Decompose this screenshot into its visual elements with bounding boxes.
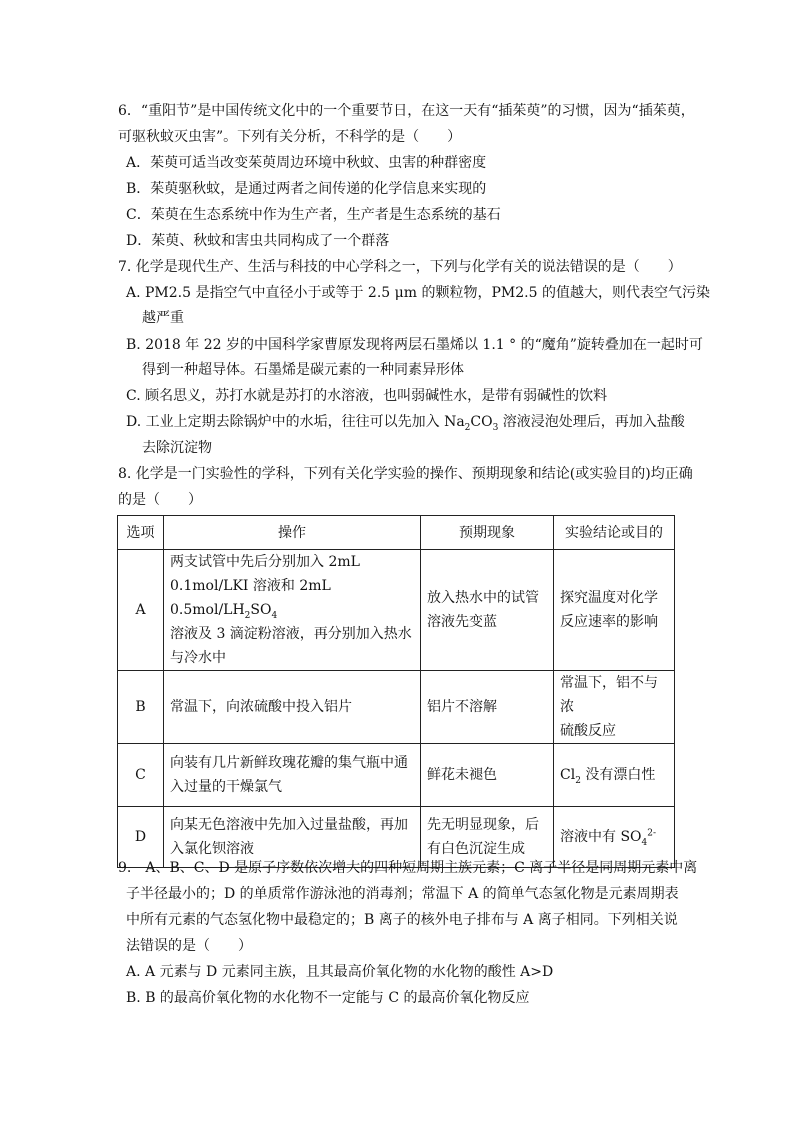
row-d-phenomenon: 先无明显现象，后 有白色沉淀生成 bbox=[421, 807, 554, 868]
header-option: 选项 bbox=[118, 516, 164, 550]
row-d-option: D bbox=[118, 807, 164, 868]
row-b-option: B bbox=[118, 671, 164, 744]
table-row-c bbox=[118, 744, 675, 807]
q6-option-a: A．茱萸可适当改变茱萸周边环境中秋蚊、虫害的种群密度 bbox=[126, 155, 487, 171]
row-a-operation: 两支试管中先后分别加入 2mL 0.1mol/LKI 溶液和 2mL $0.5mol/LH_2SO_4$ 溶液及 3 滴淀粉溶液，再分别加入热水 与冷水中 bbox=[164, 550, 421, 671]
q8-stem-line-1: 8. 化学是一门实验性的学科，下列有关化学实验的操作、预期现象和结论(或实验目的)均正确 bbox=[118, 466, 693, 482]
row-c-operation: 向装有几片新鲜玫瑰花瓣的集气瓶中通 入过量的干燥氯气 bbox=[164, 744, 421, 807]
row-c-option: C bbox=[118, 744, 164, 807]
q7-option-d-line-1: D. 工业上定期去除锅炉中的水垢，往往可以先加入 $Na_2CO_3$ 溶液浸泡处理后，再加入盐酸 bbox=[126, 414, 685, 433]
q9-stem-line-1: 9. A、B、C、D 是原子序数依次增大的四种短周期主族元素；C 离子半径是同周期元素中离 bbox=[118, 860, 698, 876]
table-row-b bbox=[118, 671, 675, 744]
row-d-operation: 向某无色溶液中先加入过量盐酸，再加 入氯化钡溶液 bbox=[164, 807, 421, 868]
q6-stem-line-1: 6．“重阳节”是中国传统文化中的一个重要节日，在这一天有“插茱萸”的习惯，因为“插茱萸， bbox=[118, 103, 695, 119]
row-a-option: A bbox=[118, 550, 164, 671]
q8-stem-line-2: 的是（ ） bbox=[118, 492, 202, 508]
row-c-phenomenon: 鲜花未褪色 bbox=[421, 744, 554, 807]
q7-option-b-line-2: 得到一种超导体。石墨烯是碳元素的一种同素异形体 bbox=[142, 362, 464, 378]
q9-stem-line-3: 中所有元素的气态氢化物中最稳定的；B 离子的核外电子排布与 A 离子相同。下列相关说 bbox=[126, 912, 678, 928]
q9-stem-line-4: 法错误的是（ ） bbox=[126, 938, 252, 954]
row-a-conclusion: 探究温度对化学 反应速率的影响 bbox=[554, 550, 675, 671]
q7-option-d-line-2: 去除沉淀物 bbox=[142, 440, 212, 456]
q9-option-b: B. B 的最高价氧化物的水化物不一定能与 C 的最高价氧化物反应 bbox=[126, 990, 530, 1006]
q6-stem-line-2: 可驱秋蚊灭虫害”。下列有关分析，不科学的是（ ） bbox=[118, 129, 462, 145]
q6-option-c: C．茱萸在生态系统中作为生产者，生产者是生态系统的基石 bbox=[126, 207, 501, 223]
header-conclusion: 实验结论或目的 bbox=[554, 516, 675, 550]
q7-stem: 7. 化学是现代生产、生活与科技的中心学科之一，下列与化学有关的说法错误的是（ ） bbox=[118, 259, 682, 275]
q7-option-a-line-2: 越严重 bbox=[142, 310, 184, 326]
table-header-row bbox=[118, 516, 675, 550]
header-operation: 操作 bbox=[164, 516, 421, 550]
experiment-table bbox=[117, 515, 675, 868]
q7-option-a-line-1: A. PM2.5 是指空气中直径小于或等于 2.5 μm 的颗粒物，PM2.5 的值越大，则代表空气污染 bbox=[126, 285, 710, 301]
row-b-conclusion: 常温下，铝不与浓 硫酸反应 bbox=[554, 671, 675, 744]
row-b-operation: 常温下，向浓硫酸中投入铝片 bbox=[164, 671, 421, 744]
table-row-a bbox=[118, 550, 675, 671]
q7-option-c: C. 顾名思义，苏打水就是苏打的水溶液，也叫弱碱性水，是带有弱碱性的饮料 bbox=[126, 388, 608, 404]
row-a-phenomenon: 放入热水中的试管 溶液先变蓝 bbox=[421, 550, 554, 671]
q6-option-b: B．茱萸驱秋蚊，是通过两者之间传递的化学信息来实现的 bbox=[126, 181, 487, 197]
q9-option-a: A. A 元素与 D 元素同主族，且其最高价氧化物的水化物的酸性 A>D bbox=[126, 964, 554, 980]
row-d-conclusion: 溶液中有 $SO_4^{2-}$ bbox=[554, 807, 675, 868]
row-c-conclusion: $Cl_2$ 没有漂白性 bbox=[554, 744, 675, 807]
q7-option-b-line-1: B. 2018 年 22 岁的中国科学家曹原发现将两层石墨烯以 1.1 ° 的“魔角”旋转叠加在一起时可 bbox=[126, 337, 703, 353]
row-b-phenomenon: 铝片不溶解 bbox=[421, 671, 554, 744]
header-phenomenon: 预期现象 bbox=[421, 516, 554, 550]
q9-stem-line-2: 子半径最小的；D 的单质常作游泳池的消毒剂；常温下 A 的简单气态氢化物是元素周期表 bbox=[126, 886, 679, 902]
q6-option-d: D．茱萸、秋蚊和害虫共同构成了一个群落 bbox=[126, 233, 390, 249]
